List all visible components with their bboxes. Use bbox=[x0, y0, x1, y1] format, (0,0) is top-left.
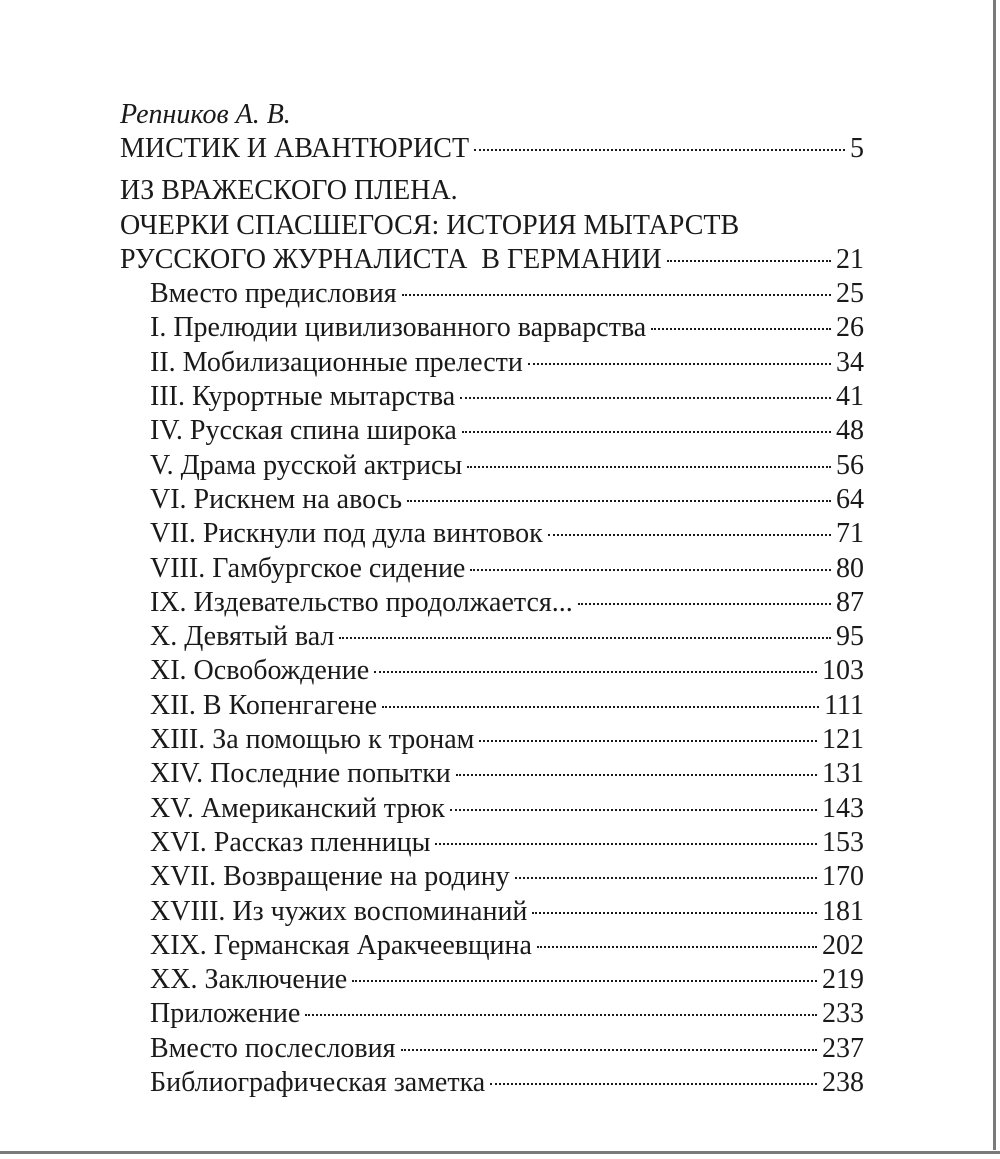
toc-chapter-entry bbox=[120, 483, 864, 517]
toc-entry-title: I. Прелюдии цивилизованного варварства bbox=[150, 312, 647, 344]
toc-entry bbox=[120, 243, 864, 277]
toc-entry-page: 103 bbox=[822, 655, 864, 687]
toc-entry-title: XVII. Возвращение на родину bbox=[150, 861, 510, 893]
book-title-line: ОЧЕРКИ СПАСШЕГОСЯ: ИСТОРИЯ МЫТАРСТВ bbox=[120, 209, 740, 241]
toc-entry-page: 48 bbox=[836, 415, 864, 447]
dot-leader bbox=[537, 946, 817, 948]
dot-leader bbox=[470, 569, 831, 571]
toc-chapter-entry bbox=[120, 997, 864, 1031]
toc-entry-title: XII. В Копенгагене bbox=[150, 689, 378, 721]
toc-entry-page: 131 bbox=[822, 758, 864, 790]
toc-entry-title: VI. Рискнем на авось bbox=[150, 483, 403, 515]
toc-entry-page: 219 bbox=[822, 964, 864, 996]
toc-chapter-entry bbox=[120, 895, 864, 929]
toc-entry-title: V. Драма русской актрисы bbox=[150, 449, 463, 481]
dot-leader bbox=[374, 671, 817, 673]
toc-entry-page: 5 bbox=[850, 133, 864, 164]
toc-chapter-entry bbox=[120, 517, 864, 551]
dot-leader bbox=[474, 149, 845, 151]
dot-leader bbox=[401, 1049, 817, 1051]
toc-entry-title: XVI. Рассказ пленницы bbox=[150, 826, 431, 858]
toc-entry-title: Приложение bbox=[150, 998, 301, 1030]
toc-entry-page: 56 bbox=[836, 449, 864, 481]
book-title-line: ИЗ ВРАЖЕСКОГО ПЛЕНА. bbox=[120, 175, 458, 207]
dot-leader bbox=[651, 328, 831, 330]
dot-leader bbox=[450, 809, 817, 811]
toc-chapter-entry bbox=[120, 963, 864, 997]
dot-leader bbox=[402, 294, 831, 296]
toc-chapter-entry bbox=[120, 346, 864, 380]
toc-entry-page: 170 bbox=[822, 861, 864, 893]
dot-leader bbox=[515, 877, 817, 879]
toc-entry-title: X. Девятый вал bbox=[150, 621, 335, 653]
toc-chapter-entry bbox=[120, 792, 864, 826]
toc-entry-page: 121 bbox=[822, 724, 864, 756]
toc-entry-title: XIX. Германская Аракчеевщина bbox=[150, 929, 532, 961]
toc-entry-title: IX. Издевательство продолжается... bbox=[150, 586, 573, 618]
toc-entry-title: МИСТИК И АВАНТЮРИСТ bbox=[120, 133, 470, 164]
toc-chapter-entry bbox=[120, 929, 864, 963]
dot-leader bbox=[382, 706, 819, 708]
dot-leader bbox=[548, 534, 831, 536]
toc-entry-title: Библиографическая заметка bbox=[150, 1067, 486, 1099]
dot-leader bbox=[528, 363, 831, 365]
dot-leader bbox=[578, 603, 831, 605]
toc-chapter-entry bbox=[120, 757, 864, 791]
toc-entry-title: XIV. Последние попытки bbox=[150, 758, 451, 790]
dot-leader bbox=[435, 843, 817, 845]
toc-entry-title: XX. Заключение bbox=[150, 964, 348, 996]
toc-entry-title: XV. Американский трюк bbox=[150, 792, 445, 824]
table-of-contents bbox=[120, 98, 864, 1100]
toc-chapter-entry bbox=[120, 449, 864, 483]
section-gap bbox=[120, 166, 864, 174]
toc-entry-page: 71 bbox=[836, 518, 864, 550]
toc-entry-title: VII. Рискнули под дула винтовок bbox=[150, 518, 543, 550]
dot-leader bbox=[462, 431, 831, 433]
toc-entry-page: 202 bbox=[822, 929, 864, 961]
toc-entry-page: 181 bbox=[822, 895, 864, 927]
dot-leader bbox=[479, 740, 817, 742]
toc-entry-title: Вместо предисловия bbox=[150, 278, 397, 310]
toc-entry-page: 64 bbox=[836, 483, 864, 515]
dot-leader bbox=[490, 1083, 817, 1085]
dot-leader bbox=[339, 637, 831, 639]
toc-chapter-entry bbox=[120, 689, 864, 723]
toc-entry-page: 238 bbox=[822, 1067, 864, 1099]
page-border-bottom bbox=[0, 1151, 1000, 1154]
toc-entry-page: 153 bbox=[822, 826, 864, 858]
toc-entry-page: 111 bbox=[824, 689, 864, 721]
toc-chapter-entry bbox=[120, 826, 864, 860]
toc-entry-title: XI. Освобождение bbox=[150, 655, 370, 687]
toc-entry-title: РУССКОГО ЖУРНАЛИСТА В ГЕРМАНИИ bbox=[120, 243, 662, 275]
toc-entry-page: 233 bbox=[822, 998, 864, 1030]
toc-chapter-entry bbox=[120, 414, 864, 448]
toc-chapter-entry bbox=[120, 586, 864, 620]
toc-entry-page: 41 bbox=[836, 381, 864, 413]
toc-entry-page: 21 bbox=[836, 243, 864, 275]
toc-entry-title: II. Мобилизационные прелести bbox=[150, 346, 523, 378]
toc-chapter-entry bbox=[120, 860, 864, 894]
toc-entry-page: 25 bbox=[836, 278, 864, 310]
dot-leader bbox=[456, 774, 817, 776]
toc-entry-page: 34 bbox=[836, 346, 864, 378]
author-name: Репников А. В. bbox=[120, 99, 291, 130]
toc-entry-page: 26 bbox=[836, 312, 864, 344]
toc-chapter-entry bbox=[120, 620, 864, 654]
page-border-right bbox=[993, 0, 996, 1150]
toc-entry-page: 95 bbox=[836, 621, 864, 653]
toc-entry-title: XVIII. Из чужих воспоминаний bbox=[150, 895, 528, 927]
dot-leader bbox=[467, 466, 831, 468]
toc-chapter-entry bbox=[120, 380, 864, 414]
toc-entry-title: III. Курортные мытарства bbox=[150, 381, 456, 413]
dot-leader bbox=[532, 912, 817, 914]
chapter-list bbox=[120, 277, 864, 1100]
toc-entry-title: VIII. Гамбургское сидение bbox=[150, 552, 466, 584]
dot-leader bbox=[352, 980, 817, 982]
toc-entry-page: 87 bbox=[836, 586, 864, 618]
toc-entry-title: Вместо послесловия bbox=[150, 1032, 396, 1064]
toc-entry-page: 80 bbox=[836, 552, 864, 584]
toc-chapter-entry bbox=[120, 311, 864, 345]
toc-chapter-entry bbox=[120, 1066, 864, 1100]
toc-chapter-entry bbox=[120, 723, 864, 757]
toc-entry-page: 237 bbox=[822, 1032, 864, 1064]
toc-chapter-entry bbox=[120, 552, 864, 586]
toc-entry-title: XIII. За помощью к тронам bbox=[150, 724, 475, 756]
dot-leader bbox=[407, 500, 831, 502]
toc-chapter-entry bbox=[120, 1032, 864, 1066]
dot-leader bbox=[305, 1014, 817, 1016]
toc-chapter-entry bbox=[120, 654, 864, 688]
dot-leader bbox=[460, 397, 831, 399]
toc-chapter-entry bbox=[120, 277, 864, 311]
dot-leader bbox=[667, 260, 831, 262]
toc-entry bbox=[120, 132, 864, 166]
toc-entry-page: 143 bbox=[822, 792, 864, 824]
toc-entry-title: IV. Русская спина широка bbox=[150, 415, 457, 447]
